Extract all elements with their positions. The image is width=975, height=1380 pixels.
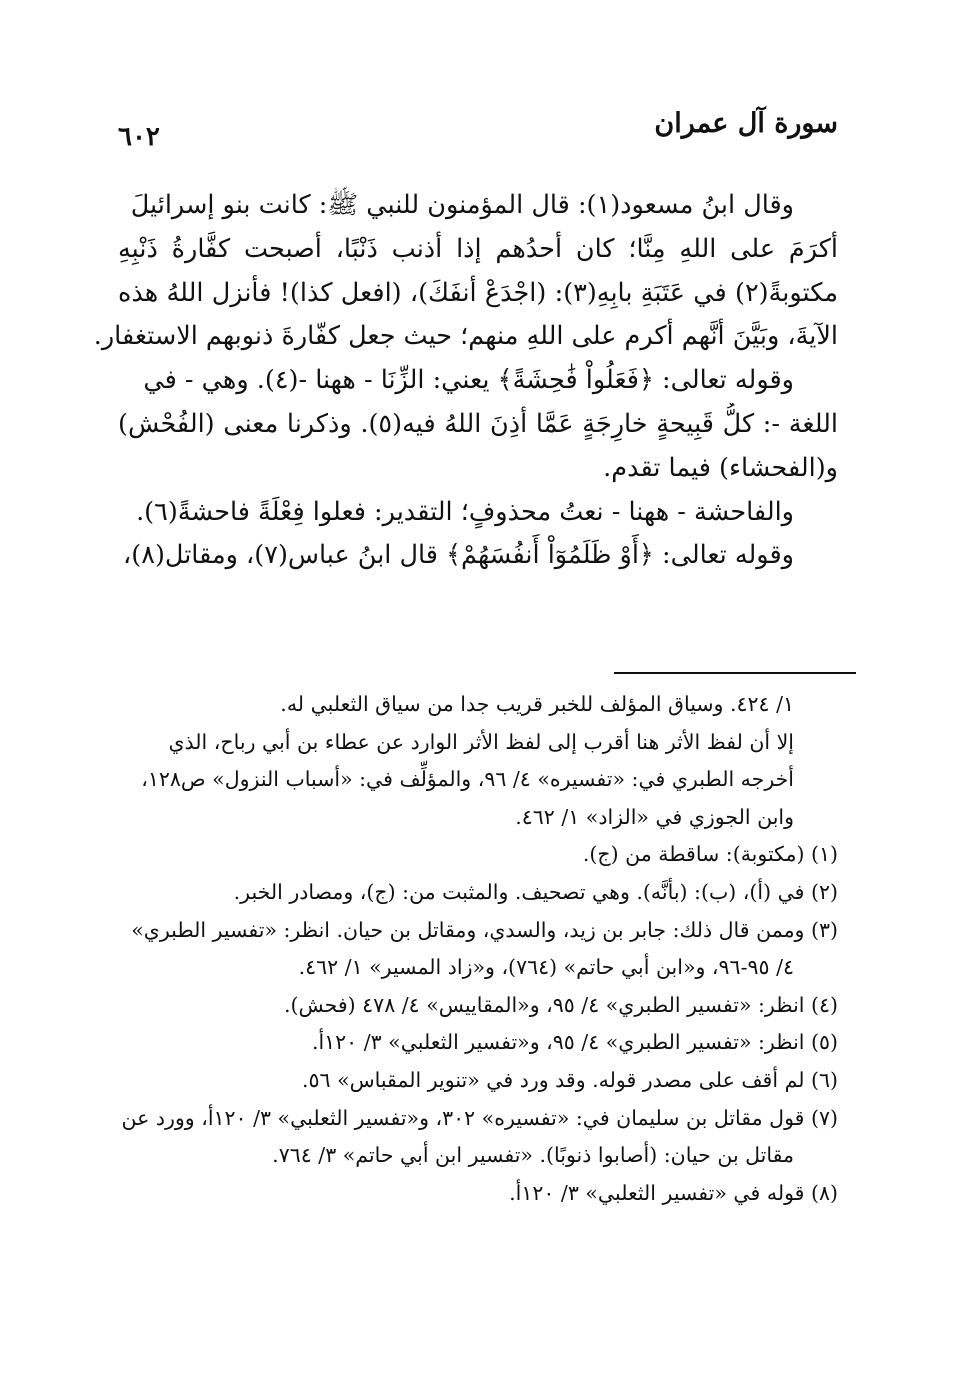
- body-line: الآيةَ، وبَيَّنَ أنَّهم أكرم على اللهِ منهم؛ حيث جعل كفّارةَ ذنوبهم الاستغفار.: [93, 321, 838, 352]
- footnote-line: (٤) انظر: «تفسير الطبري» ٤/ ٩٥، و«المقاييس» ٤/ ٤٧٨ (فحش).: [283, 992, 838, 1017]
- footnote-separator: [614, 672, 856, 674]
- body-line: والفاحشة - ههنا - نعتُ محذوفٍ؛ التقدير: فعلوا فِعْلَةً فاحشةً(٦).: [136, 496, 794, 527]
- footnote-line: (١) (مكتوبة): ساقطة من (ج).: [582, 842, 838, 867]
- body-line: وقال ابنُ مسعود(١): قال المؤمنون للنبي ﷺ: كانت بنو إسرائيلَ: [130, 190, 794, 220]
- body-line: وقوله تعالى: ﴿فَعَلُواْ فَٰحِشَةً﴾ يعني: الزِّنَا - ههنا -(٤). وهي - في: [143, 365, 794, 396]
- footnote-line: (٨) قوله في «تفسير الثعلبي» ٣/ ١٢٠أ.: [509, 1180, 838, 1205]
- footnote-line: إلا أن لفظ الأثر هنا أقرب إلى لفظ الأثر الوارد عن عطاء بن أبي رباح، الذي: [168, 729, 794, 754]
- footnote-line: (٢) في (أ)، (ب): (بأنَّه). وهي تصحيف. والمثبت من: (ج)، ومصادر الخبر.: [233, 879, 838, 904]
- footnote-line: (٧) قول مقاتل بن سليمان في: «تفسيره» ٣٠٢، و«تفسير الثعلبي» ٣/ ١٢٠أ، وورد عن: [121, 1105, 838, 1130]
- body-line: مكتوبةً(٢) في عَتَبَةِ بابِهِ(٣): (اجْدَعْ أنفَكَ)، (افعل كذا)! فأنزل اللهُ هذه: [118, 277, 838, 308]
- body-line: وقوله تعالى: ﴿أَوْ ظَلَمُوٓاْ أَنفُسَهُمْ﴾ قال ابنُ عباس(٧)، ومقاتل(٨)،: [123, 540, 794, 571]
- body-line: أكرَمَ على اللهِ مِنَّا؛ كان أحدُهم إذا أذنب ذَنْبًا، أصبحت كفَّارةُ ذَنْبِهِ: [118, 233, 838, 264]
- body-line: اللغة -: كلُّ قَبِيحةٍ خارِجَةٍ عَمَّا أذِنَ اللهُ فيه(٥). وذكرنا معنى (الفُحْش): [118, 408, 838, 439]
- footnote-line: ٤/ ٩٥-٩٦، و«ابن أبي حاتم» (٧٦٤)، و«زاد المسير» ١/ ٤٦٢.: [298, 955, 794, 980]
- footnote-line: (٣) وممن قال ذلك: جابر بن زيد، والسدي، ومقاتل بن حيان. انظر: «تفسير الطبري»: [131, 917, 838, 942]
- footnote-line: ١/ ٤٢٤. وسياق المؤلف للخبر قريب جدا من سياق الثعلبي له.: [280, 692, 794, 716]
- running-title: سورة آل عمران: [654, 108, 838, 139]
- main-text: [93, 184, 838, 578]
- footnote-line: (٦) لم أقف على مصدر قوله. وقد ورد في «تنوير المقباس» ٥٦.: [301, 1067, 838, 1092]
- footnote-line: مقاتل بن حيان: (أصابوا ذنوبًا). «تفسير ابن أبي حاتم» ٣/ ٧٦٤.: [272, 1143, 794, 1168]
- footnote-line: (٥) انظر: «تفسير الطبري» ٤/ ٩٥، و«تفسير الثعلبي» ٣/ ١٢٠أ.: [311, 1030, 838, 1055]
- footnote-line: أخرجه الطبري في: «تفسيره» ٤/ ٩٦، والمؤلِّف في: «أسباب النزول» ص١٢٨،: [141, 767, 794, 792]
- page-header: [118, 108, 838, 158]
- footnote-line: وابن الجوزي في «الزاد» ١/ ٤٦٢.: [515, 804, 794, 829]
- body-line: و(الفحشاء) فيما تقدم.: [603, 452, 838, 483]
- footnotes: [118, 686, 838, 1212]
- page-number: ٦٠٢: [118, 122, 160, 152]
